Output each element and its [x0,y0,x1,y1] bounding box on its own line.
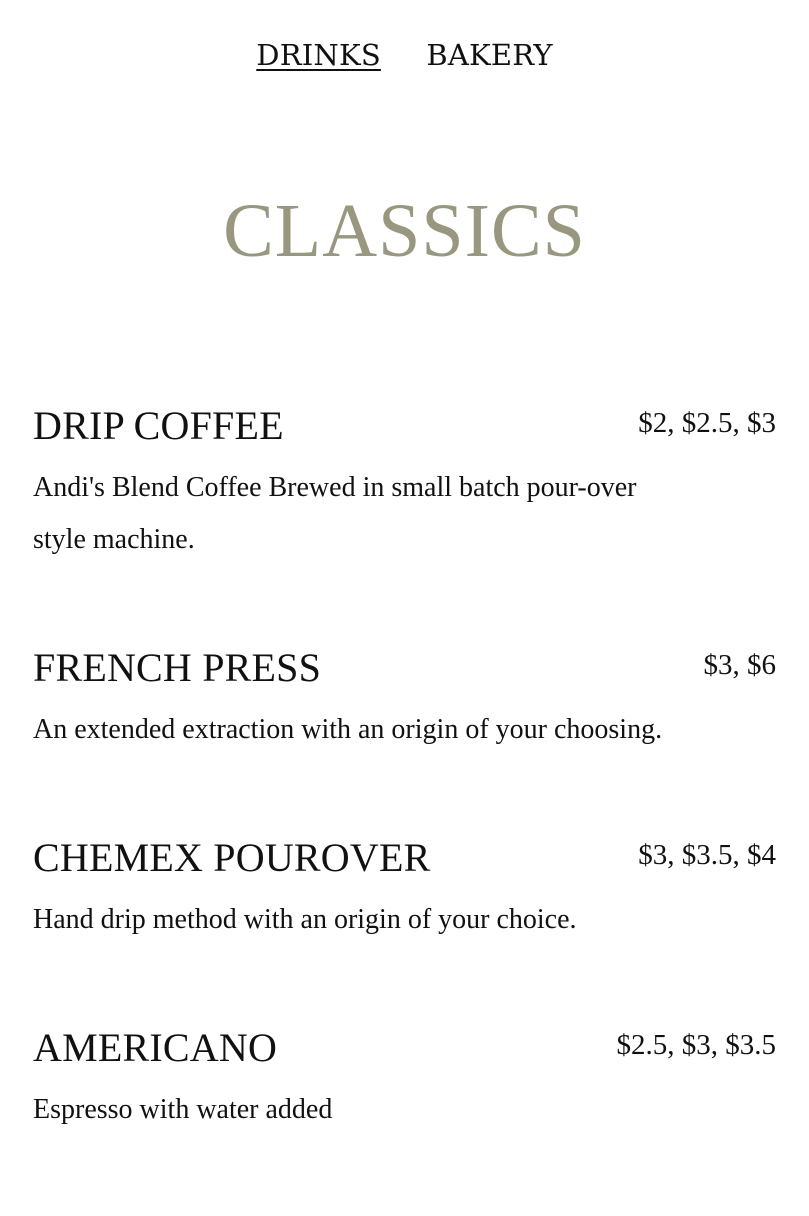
menu-item-header [33,642,776,694]
menu-item-french-press [33,642,776,756]
nav-tab-bakery[interactable]: BAKERY [426,38,553,72]
spacer [33,946,776,1022]
menu-item-name: AMERICANO [33,1025,278,1070]
menu-item-header [33,1022,776,1074]
menu-item-price: $3, $6 [703,649,776,681]
menu-item-name: DRIP COFFEE [33,403,284,448]
menu-item-description: Andi's Blend Coffee Brewed in small batch pour-over style machine. [33,472,637,555]
menu-item-description: Hand drip method with an origin of your choice. [33,904,577,935]
menu-item-header [33,400,776,452]
menu-item-name: CHEMEX POUROVER [33,835,431,880]
menu-item-price: $3, $3.5, $4 [638,839,776,871]
menu-item-price: $2, $2.5, $3 [638,407,776,439]
spacer [33,566,776,642]
menu-list [33,400,776,1136]
menu-item-americano [33,1022,776,1136]
section-title: CLASSICS [223,189,586,273]
menu-item-name: FRENCH PRESS [33,645,322,690]
menu-item-description: An extended extraction with an origin of your choosing. [33,714,663,745]
spacer [33,756,776,832]
menu-category-nav [0,38,809,72]
menu-item-header [33,832,776,884]
menu-item-description: Espresso with water added [33,1094,333,1125]
nav-tab-drinks[interactable]: DRINKS [256,38,381,72]
menu-item-chemex-pourover [33,832,776,946]
menu-item-price: $2.5, $3, $3.5 [616,1029,776,1061]
menu-item-drip-coffee [33,400,776,566]
